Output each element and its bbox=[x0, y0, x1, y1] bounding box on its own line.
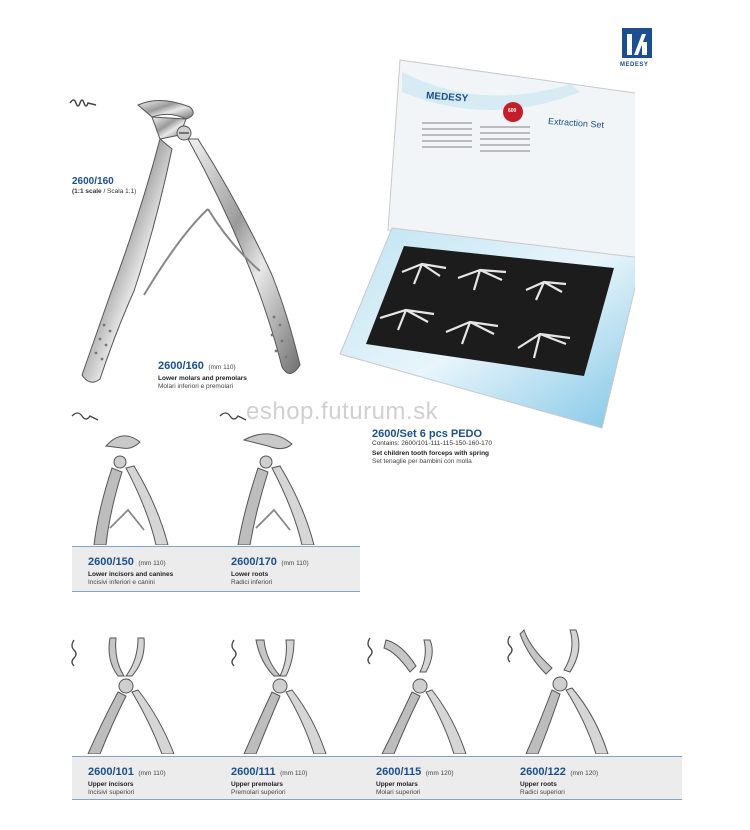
set-caption bbox=[372, 428, 492, 466]
item-code: 2600/170 bbox=[231, 556, 277, 568]
caption-code: 2600/160 bbox=[158, 360, 204, 372]
spring-icon bbox=[72, 413, 98, 420]
item-code: 2600/111 bbox=[231, 766, 276, 778]
item-mm: (mm 120) bbox=[425, 770, 454, 777]
item-en: Lower incisors and canines bbox=[88, 571, 174, 578]
row2-strip-line-bottom bbox=[72, 591, 360, 592]
row3-item-2 bbox=[376, 762, 454, 797]
spring-icon bbox=[368, 638, 372, 664]
row2-item-1 bbox=[231, 552, 309, 587]
scale-bold: (1:1 scale bbox=[72, 188, 102, 195]
set-it: Set tenaglie per bambini con molla bbox=[372, 458, 472, 465]
row3-item-0 bbox=[88, 762, 166, 797]
item-it: Molari superiori bbox=[376, 789, 421, 796]
product-code-2600-160: 2600/160 bbox=[72, 176, 114, 187]
item-mm: (mm 120) bbox=[570, 770, 599, 777]
row3-strip-line bbox=[72, 756, 682, 757]
row2-strip-line bbox=[72, 546, 360, 547]
row3-item-1 bbox=[231, 762, 307, 797]
scale-rest: / Scala 1:1) bbox=[101, 188, 137, 195]
item-it: Incisivi inferiori e canini bbox=[88, 579, 155, 586]
forceps-2600-122-image bbox=[500, 622, 620, 754]
set-code: 2600/Set 6 pcs PEDO bbox=[372, 428, 483, 440]
spring-icon bbox=[232, 640, 236, 666]
set-contains: Contains: 2600/101-111-115-150-160-170 bbox=[372, 440, 492, 447]
watermark: eshop.futurum.sk bbox=[246, 398, 439, 425]
forceps-2600-160-image bbox=[60, 95, 310, 395]
row2-item-0 bbox=[88, 552, 173, 587]
caption-en: Lower molars and premolars bbox=[158, 375, 247, 382]
scale-label bbox=[72, 188, 136, 195]
kit-title: Extraction Set bbox=[547, 116, 605, 130]
main-caption bbox=[158, 356, 247, 391]
spring-icon bbox=[70, 100, 96, 106]
item-en: Upper premolars bbox=[231, 781, 284, 788]
extraction-set-box-image bbox=[330, 32, 635, 432]
item-en: Upper incisors bbox=[88, 781, 134, 788]
forceps-2600-170-image bbox=[214, 410, 324, 545]
item-it: Radici inferiori bbox=[231, 579, 273, 586]
spring-icon bbox=[220, 413, 246, 420]
item-it: Incisivi superiori bbox=[88, 789, 135, 796]
forceps-2600-111-image bbox=[222, 630, 332, 754]
row3-strip-line-bottom bbox=[72, 799, 682, 800]
forceps-2600-150-image bbox=[66, 410, 176, 545]
item-it: Premolari superiori bbox=[231, 789, 286, 796]
brand-name: MEDESY bbox=[620, 62, 649, 68]
item-code: 2600/115 bbox=[376, 766, 422, 778]
forceps-2600-115-image bbox=[356, 630, 476, 754]
item-code: 2600/122 bbox=[520, 766, 566, 778]
item-en: Lower roots bbox=[231, 571, 269, 578]
caption-mm: (mm 110) bbox=[208, 364, 236, 371]
item-mm: (mm 110) bbox=[138, 770, 166, 777]
set-en: Set children tooth forceps with spring bbox=[372, 450, 490, 457]
item-en: Upper molars bbox=[376, 781, 418, 788]
row3-item-3 bbox=[520, 762, 598, 797]
item-code: 2600/150 bbox=[88, 556, 134, 568]
item-en: Upper roots bbox=[520, 781, 557, 788]
item-mm: (mm 110) bbox=[138, 560, 166, 567]
item-it: Radici superiori bbox=[520, 789, 565, 796]
kit-badge: 600 bbox=[508, 108, 517, 114]
spring-icon bbox=[508, 636, 512, 662]
spring-icon bbox=[72, 640, 76, 666]
item-code: 2600/101 bbox=[88, 766, 134, 778]
kit-brand: MEDESY bbox=[425, 90, 469, 105]
caption-it: Molari inferiori e premolari bbox=[158, 383, 234, 390]
item-mm: (mm 110) bbox=[281, 560, 309, 567]
item-mm: (mm 110) bbox=[280, 770, 308, 777]
forceps-2600-101-image bbox=[66, 630, 176, 754]
